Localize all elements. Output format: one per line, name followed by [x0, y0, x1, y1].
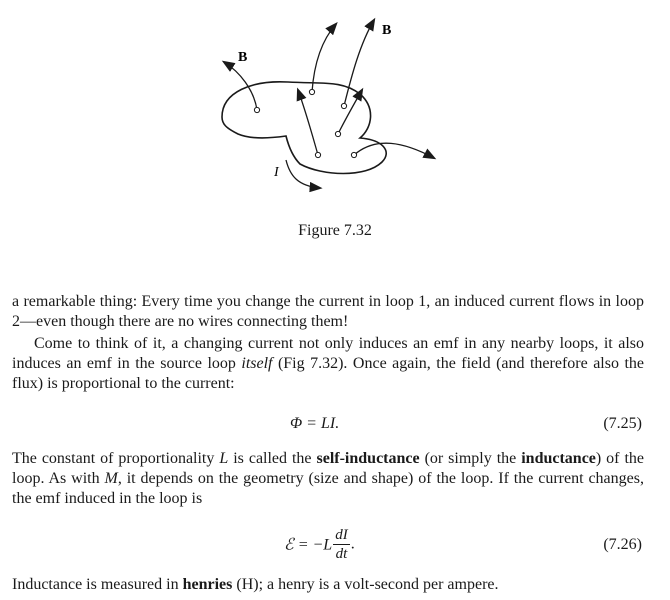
current-arrow [286, 160, 320, 188]
crossing-point [309, 89, 314, 94]
figure-7-32 [0, 0, 670, 239]
equation-7-26-number: (7.26) [603, 536, 642, 553]
paragraph-2: Come to think of it, a changing current not only induces an emf in any nearby loops, it also induces an emf in the source loop itself (Fig 7.32). Once again, the field (and therefore also the flux) is proportional to the current: [12, 335, 644, 392]
equation-7-26 [0, 526, 670, 570]
equation-7-26-body: ℰ = −L $\frac{dI}{dt}$ . [284, 527, 355, 562]
field-line-right-out [354, 143, 434, 158]
crossing-point [315, 152, 320, 157]
label-b-left: B [238, 50, 248, 65]
crossing-point [335, 131, 340, 136]
current-loop [222, 82, 386, 174]
derivative-fraction: $\frac{dI}{dt}$ [335, 527, 348, 562]
figure-caption: Figure 7.32 [298, 222, 372, 239]
field-line-center-up [312, 24, 336, 92]
crossing-point [341, 103, 346, 108]
equation-7-25-body: Φ = LI. [290, 415, 340, 432]
label-b-right: B [382, 23, 392, 38]
equation-7-25-number: (7.25) [603, 415, 642, 432]
paragraph-3: The constant of proportionality L is called the self-inductance (or simply the inductance) of the loop. As with M, it depends on the geometry (size and shape) of the loop. If the current changes, the emf induced in the loop is [12, 450, 645, 507]
paragraph-1: a remarkable thing: Every time you change the current in loop 1, an induced current flows in loop 2—even though there are no wires connecting them! [12, 293, 644, 330]
equation-7-25 [0, 415, 670, 437]
paragraph-4: Inductance is measured in henries (H); a henry is a volt-second per ampere. [12, 576, 499, 593]
crossing-point [351, 152, 356, 157]
field-line-inner-b [338, 90, 362, 134]
crossing-point [254, 107, 259, 112]
loop-diagram [0, 0, 670, 215]
field-line-inner-a [298, 90, 318, 155]
label-current: I [274, 165, 279, 180]
